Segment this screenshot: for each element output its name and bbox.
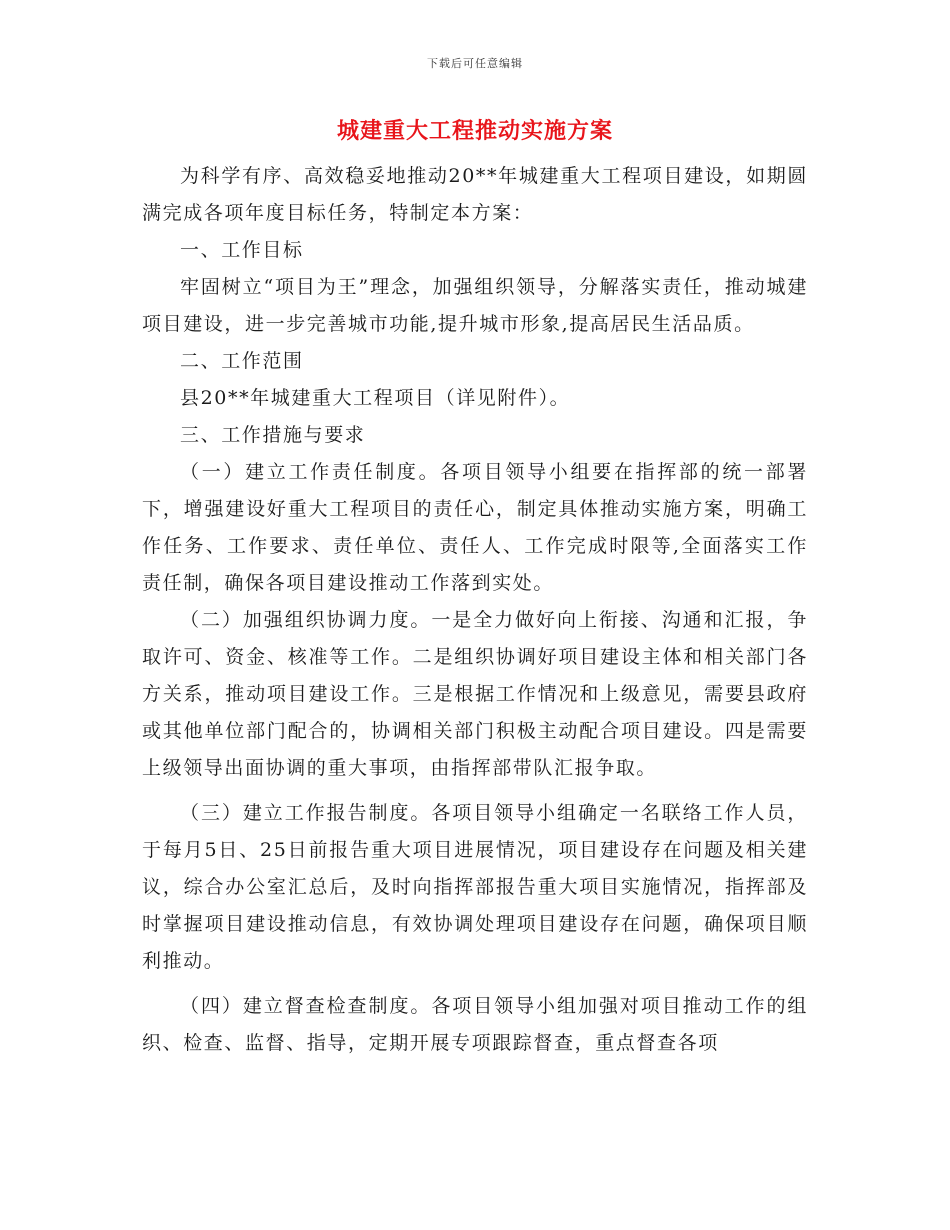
document-body xyxy=(142,158,808,1062)
header-note: 下载后可任意编辑 xyxy=(427,57,523,70)
paragraph-intro: 为科学有序、高效稳妥地推动20**年城建重大工程项目建设，如期圆满完成各项年度目标任务，特制定本方案： xyxy=(142,165,808,224)
paragraph-scope: 县20**年城建重大工程项目（详见附件）。 xyxy=(180,387,571,409)
paragraph-measure-2: （二）加强组织协调力度。一是全力做好向上衔接、沟通和汇报，争取许可、资金、核准等工作。二是组织协调好项目建设主体和相关部门各方关系，推动项目建设工作。三是根据工作情况和上级意见，需要县政府或其他单位部门配合的，协调相关部门积极主动配合项目建设。四是需要上级领导出面协调的重大事项，由指挥部带队汇报争取。 xyxy=(142,609,808,779)
paragraph-goals: 牢固树立“项目为王”理念，加强组织领导，分解落实责任，推动城建项目建设，进一步完善城市功能,提升城市形象,提高居民生活品质。 xyxy=(142,276,808,335)
paragraph-measure-1: （一）建立工作责任制度。各项目领导小组要在指挥部的统一部署下，增强建设好重大工程项目的责任心，制定具体推动实施方案，明确工作任务、工作要求、责任单位、责任人、工作完成时限等,全面落实工作责任制，确保各项目建设推动工作落到实处。 xyxy=(142,461,808,594)
document-title: 城建重大工程推动实施方案 xyxy=(336,118,613,144)
paragraph-measure-4: （四）建立督查检查制度。各项目领导小组加强对项目推动工作的组织、检查、监督、指导，定期开展专项跟踪督查，重点督查各项 xyxy=(142,995,808,1054)
section-heading-measures: 三、工作措施与要求 xyxy=(180,424,366,446)
section-heading-scope: 二、工作范围 xyxy=(180,350,304,372)
section-heading-goals: 一、工作目标 xyxy=(180,239,304,261)
paragraph-measure-3: （三）建立工作报告制度。各项目领导小组确定一名联络工作人员，于每月5日、25日前报告重大项目进展情况，项目建设存在问题及相关建议，综合办公室汇总后，及时向指挥部报告重大项目实施情况，指挥部及时掌握项目建设推动信息，有效协调处理项目建设存在问题，确保项目顺利推动。 xyxy=(142,802,808,972)
